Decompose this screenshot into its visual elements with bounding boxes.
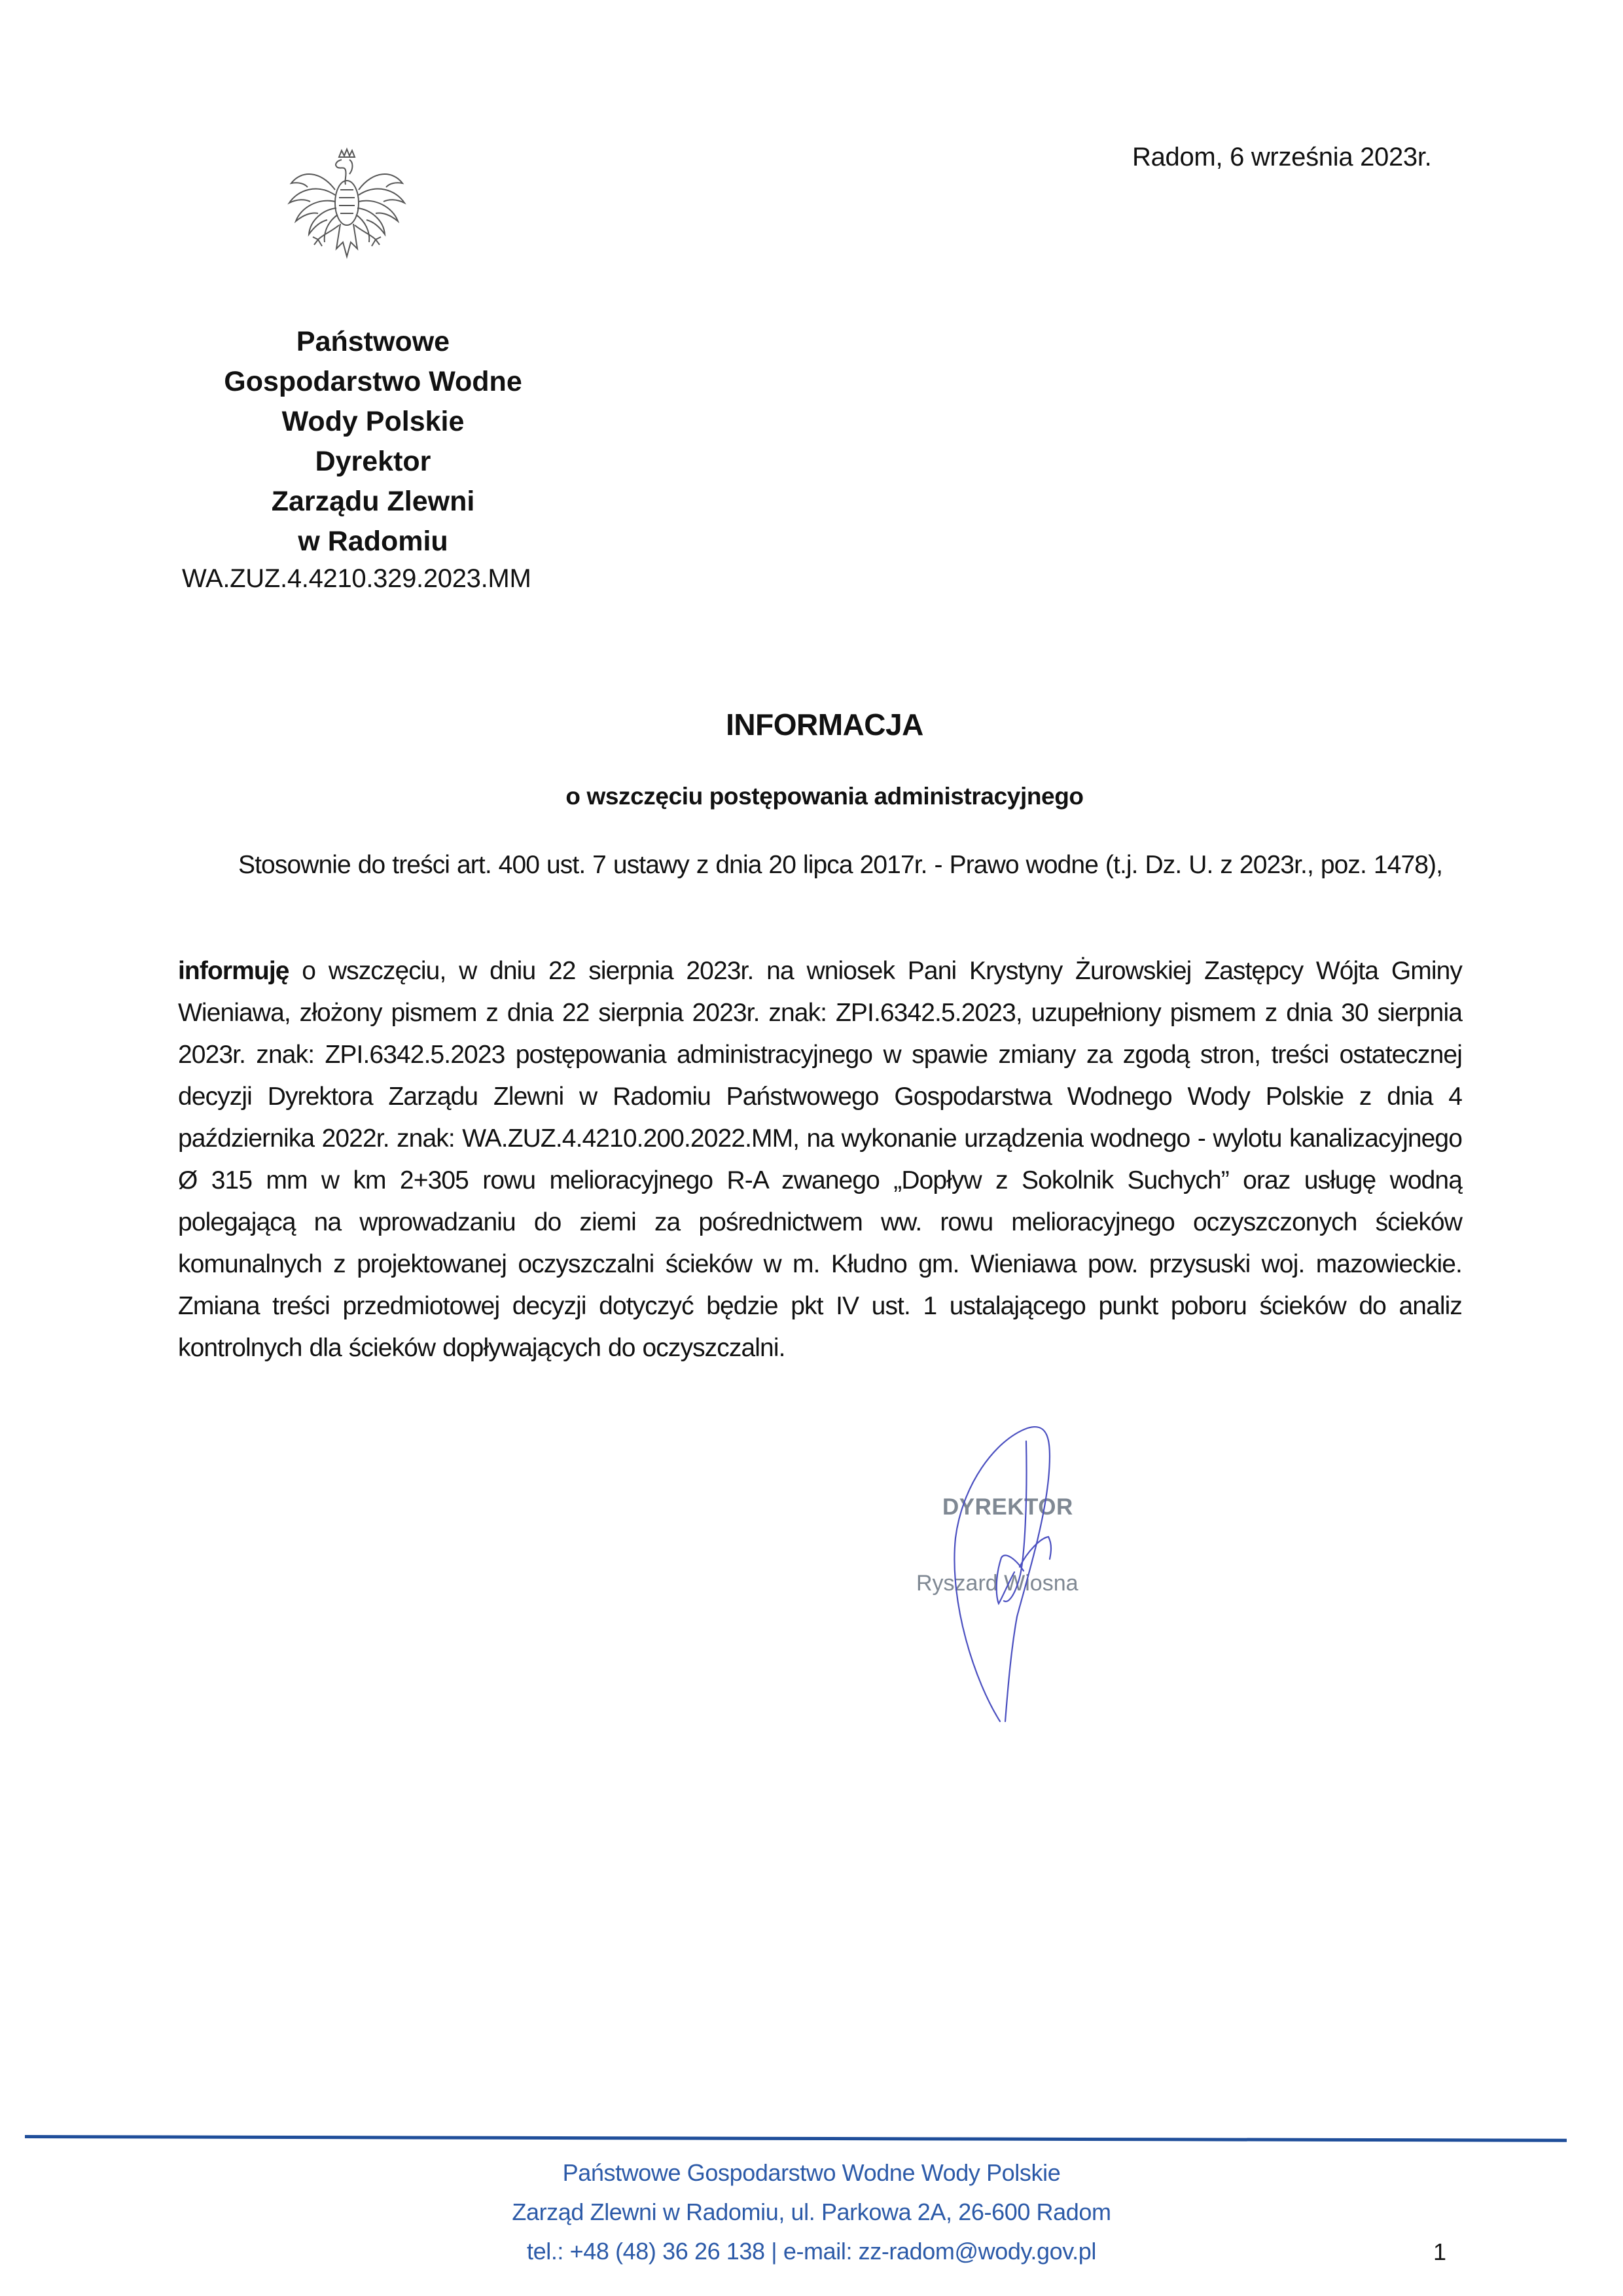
organization-line: Gospodarstwo Wodne — [224, 366, 522, 397]
signature-stamp-name: Ryszard Wiosna — [916, 1571, 1079, 1596]
organization-line: Państwowe — [296, 326, 450, 357]
document-subtitle: o wszczęciu postępowania administracyjnego — [565, 783, 1084, 810]
handwritten-signature-icon — [877, 1407, 1152, 1748]
legal-basis-paragraph: Stosownie do treści art. 400 ust. 7 ustawy z dnia 20 lipca 2017r. - Prawo wodne (t.j. Dz. U. z 2023r., poz. 1478), — [238, 851, 1443, 879]
case-reference-number: WA.ZUZ.4.4210.329.2023.MM — [182, 564, 531, 593]
page-number: 1 — [1433, 2238, 1447, 2265]
notice-body-text: o wszczęciu, w dniu 22 sierpnia 2023r. na wniosek Pani Krystyny Żurowskiej Zastępcy Wójta Gminy Wieniawa, złożony pismem z dnia 22 sierpnia 2023r. znak: ZPI.6342.5.2023, uzupełniony pismem z dnia 30 sierpnia 2023r. znak: ZPI.6342.5.2023 postępowania administracyjnego w spawie zmiany za zgodą stron, treści ostatecznej decyzji Dyrektora Zarządu Zlewni w Radomiu Państwowego Gospodarstwa Wodnego Wody Polskie z dnia 4 października 2022r. znak: WA.ZUZ.4.4210.200.2022.MM, na wykonanie urządzenia wodnego - wylotu kanalizacyjnego Ø 315 mm w km 2+305 rowu melioracyjnego R-A zwanego „Dopływ z Sokolnik Suchych” oraz usługę wodną polegającą na wprowadzaniu do ziemi za pośrednictwem ww. rowu melioracyjnego oczyszczonych ścieków komunalnych z projektowanej oczyszczalni ścieków w m. Kłudno gm. Wieniawa pow. przysuski woj. mazowieckie. Zmiana treści przedmiotowej decyzji dotyczyć będzie pkt IV ust. 1 ustalającego punkt poboru ścieków do analiz kontrolnych dla ścieków dopływających do oczyszczalni. — [178, 957, 1462, 1362]
document-title: INFORMACJA — [726, 708, 923, 742]
footer-phone-email: tel.: +48 (48) 36 26 138 | e-mail: zz-radom@wody.gov.pl — [527, 2238, 1096, 2265]
document-date: Radom, 6 września 2023r. — [1132, 143, 1432, 171]
organization-line: Dyrektor — [315, 446, 431, 477]
signature-stamp-title: DYREKTOR — [942, 1494, 1073, 1520]
issuing-organization — [164, 322, 582, 562]
footer-address: Zarząd Zlewni w Radomiu, ul. Parkowa 2A, 26-600 Radom — [512, 2198, 1111, 2225]
organization-line: Wody Polskie — [281, 406, 465, 437]
organization-line: Zarządu Zlewni — [271, 486, 475, 517]
notice-lead-word: informuję — [178, 957, 289, 985]
organization-line: w Radomiu — [298, 526, 448, 557]
polish-eagle-emblem-icon — [281, 144, 412, 275]
footer-contact — [0, 2153, 1623, 2271]
footer-divider — [25, 2135, 1567, 2142]
notice-paragraph — [178, 950, 1462, 1369]
footer-organization: Państwowe Gospodarstwo Wodne Wody Polskie — [562, 2159, 1061, 2186]
